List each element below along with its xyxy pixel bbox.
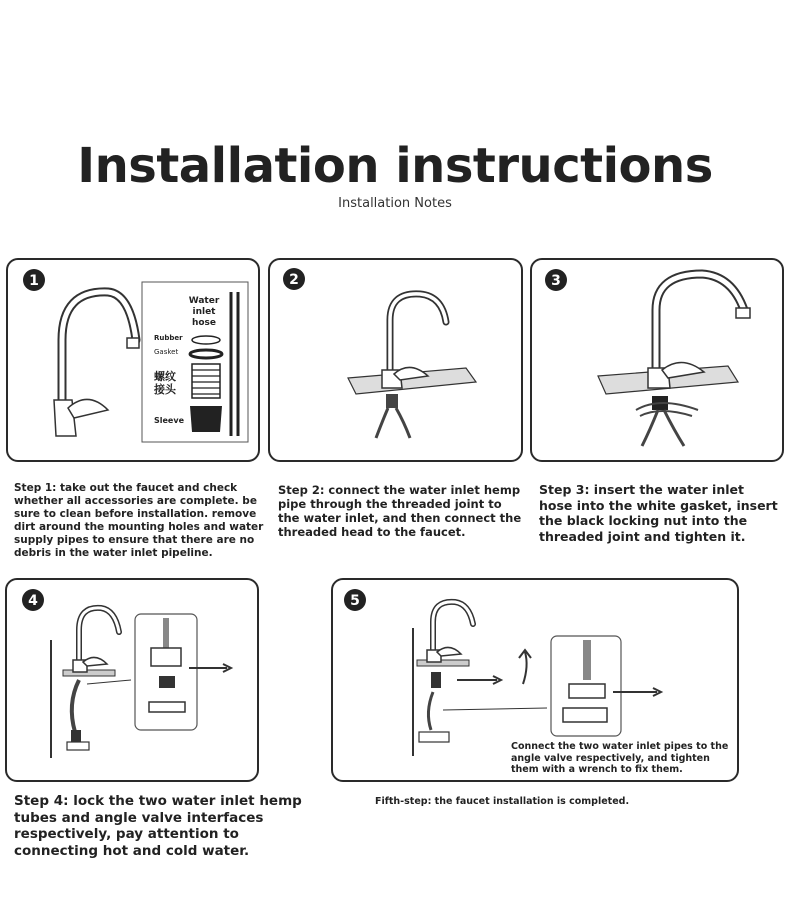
step-1-panel [6, 258, 260, 462]
label-thread-joint: 螺纹 接头 [154, 370, 176, 396]
step-3-panel [530, 258, 784, 462]
label-sleeve: Sleeve [154, 416, 184, 425]
svg-text:4: 4 [28, 593, 38, 609]
svg-text:3: 3 [551, 273, 561, 289]
step-5-text: Fifth-step: the faucet installation is completed. [375, 796, 630, 807]
step-2-illustration [270, 260, 525, 464]
step-5-panel-note: Connect the two water inlet pipes to the angle valve respectively, and tighten them with a wrench to fix them. [511, 741, 729, 775]
step-3-text: Step 3: insert the water inlet hose into the white gasket, insert the black locking nut into the threaded joint and tighten it. [539, 482, 778, 544]
step-3-illustration [532, 260, 786, 464]
label-gasket: Gasket [154, 348, 179, 356]
step-1-text: Step 1: take out the faucet and check whether all accessories are complete. be sure to clean before installation. remove dirt around the mounting holes and water supply pipes to ensure that there are no debris in the water inlet pipeline. [14, 482, 264, 559]
svg-text:5: 5 [350, 593, 360, 609]
step-4-text: Step 4: lock the two water inlet hemp tubes and angle valve interfaces respectively, pay attention to connecting hot and cold water. [14, 793, 302, 859]
page-subtitle: Installation Notes [338, 196, 452, 211]
step-1-illustration [8, 260, 262, 464]
svg-text:2: 2 [289, 272, 299, 288]
svg-text:1: 1 [29, 273, 39, 289]
page-title: Installation instructions [77, 138, 713, 194]
step-2-panel [268, 258, 523, 462]
step-2-text: Step 2: connect the water inlet hemp pipe through the threaded joint to the water inlet, and then connect the threaded head to the faucet. [278, 483, 522, 539]
label-rubber: Rubber [154, 334, 183, 342]
step-5-panel [331, 578, 739, 782]
step-4-panel [5, 578, 259, 782]
step-4-illustration [7, 580, 261, 784]
label-water-inlet-hose: Water inlet hose [188, 296, 220, 328]
